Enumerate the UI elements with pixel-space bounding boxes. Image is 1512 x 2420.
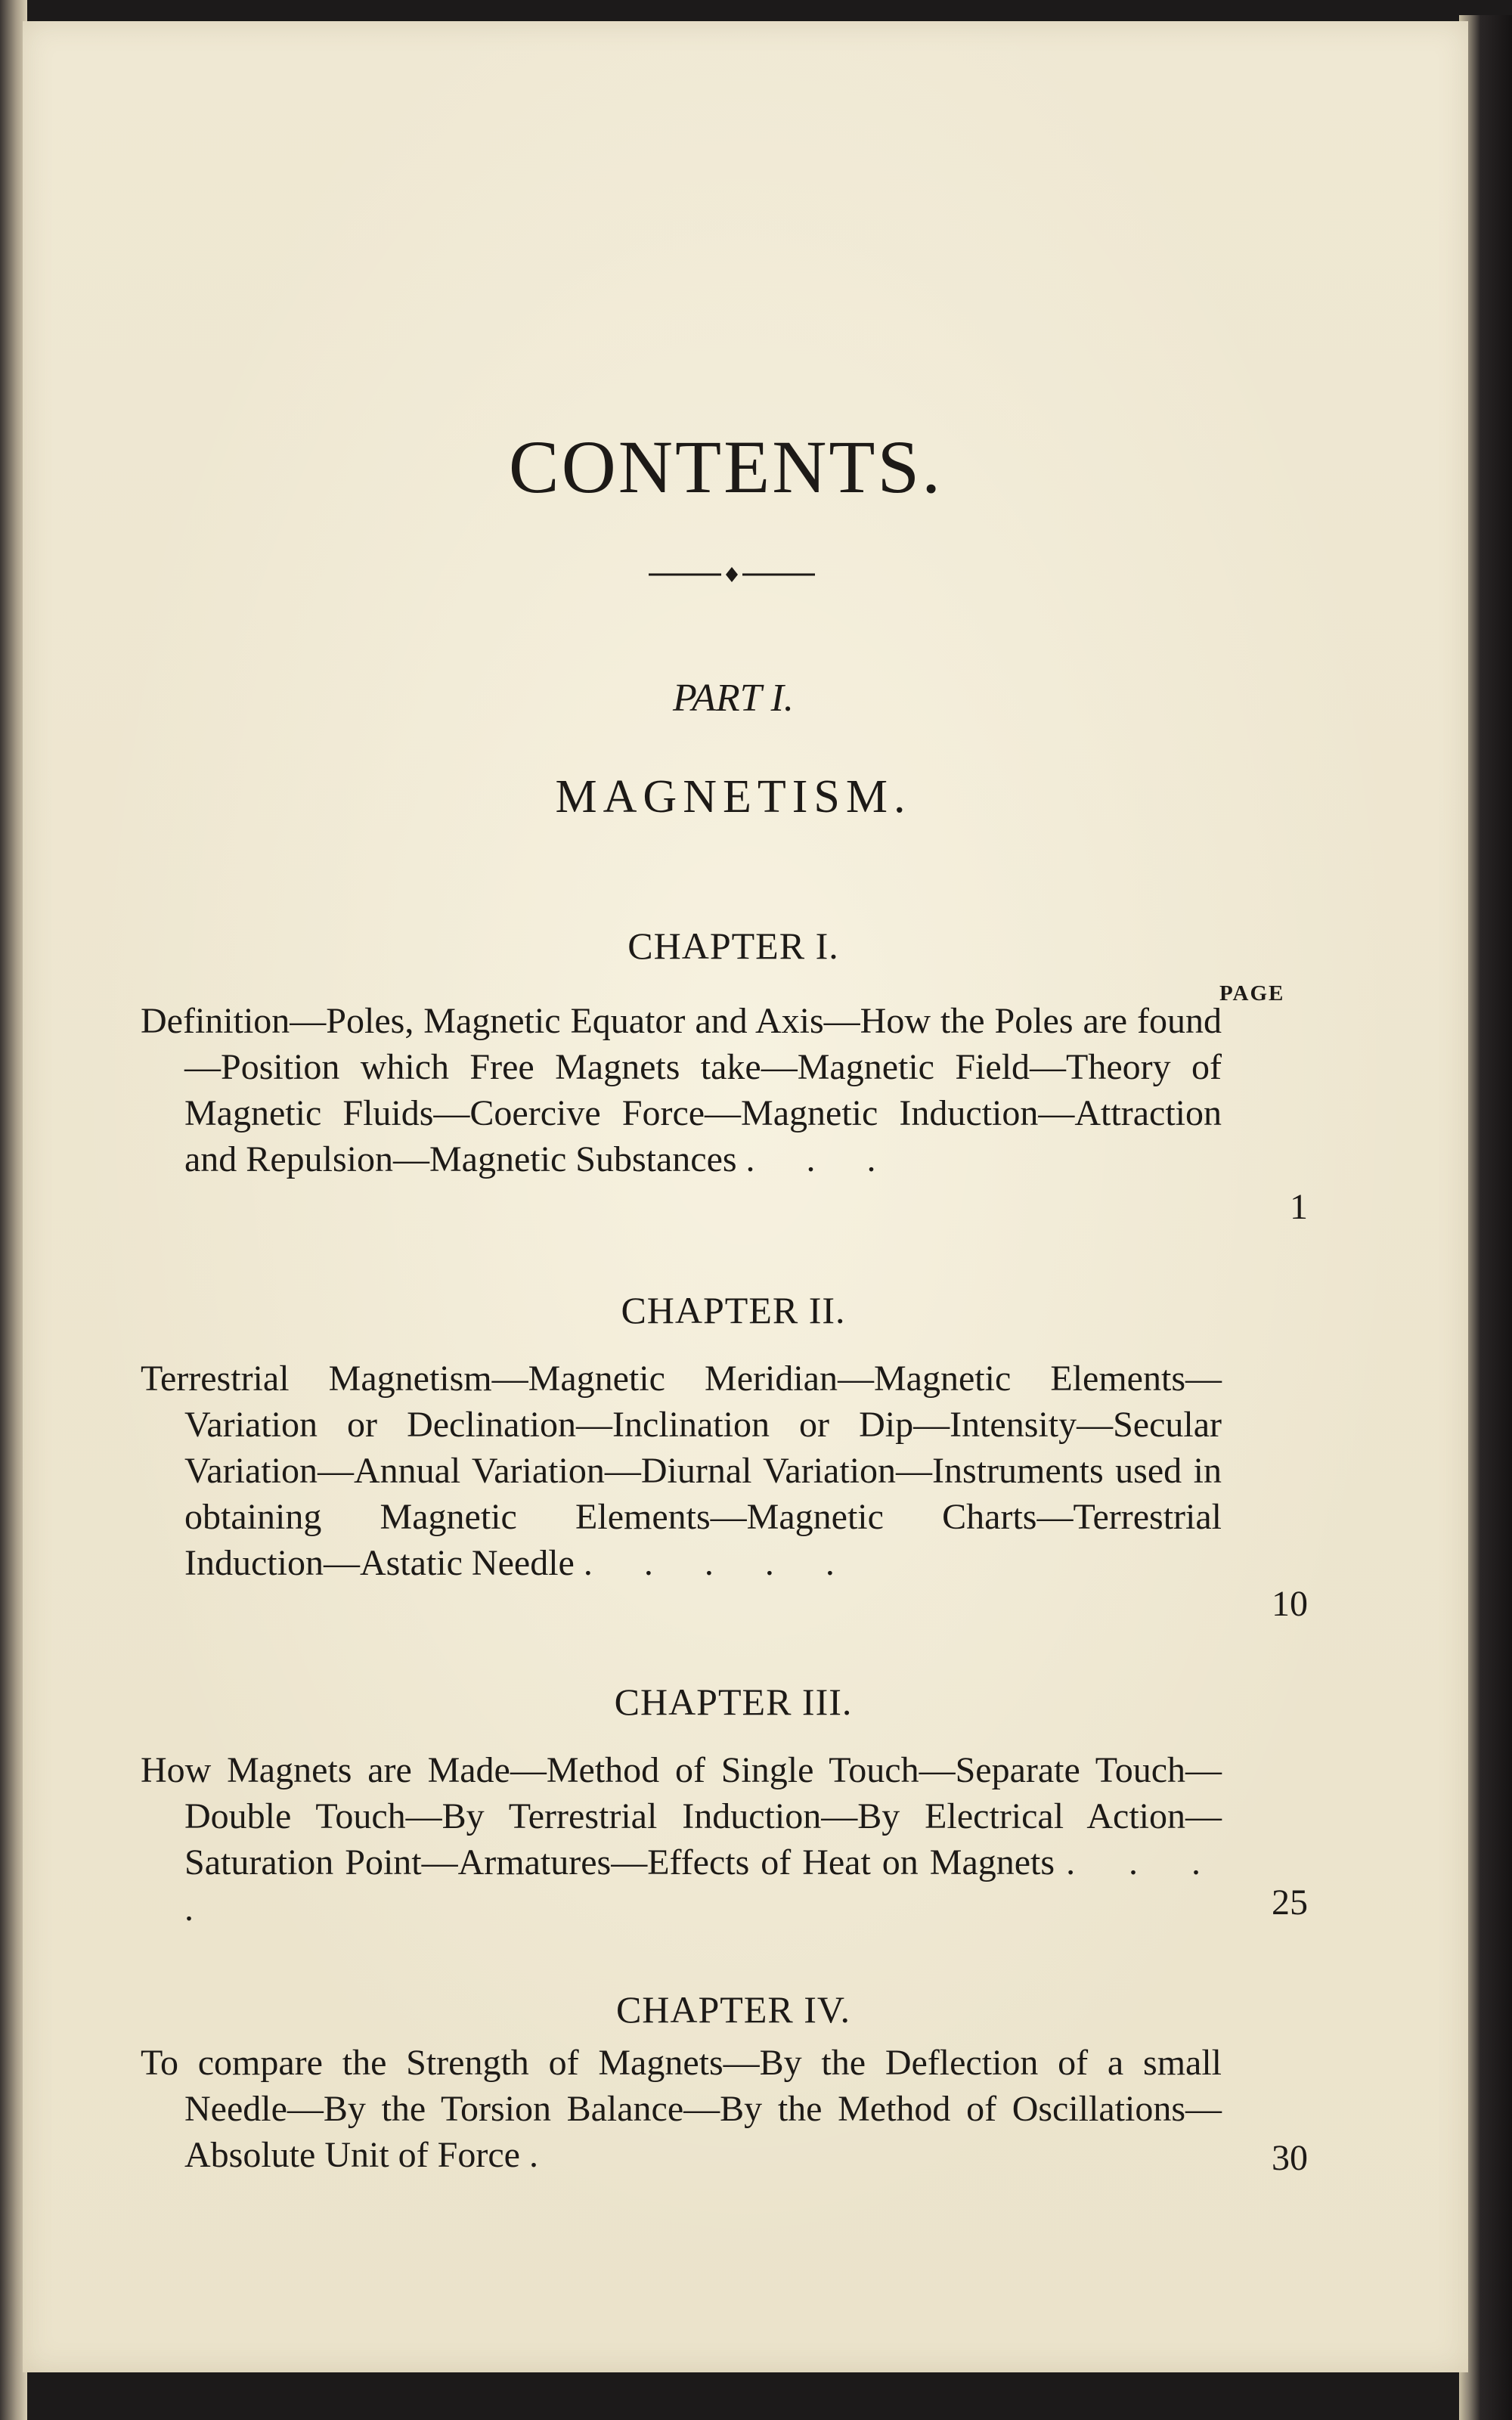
page-title: CONTENTS. [508,425,943,509]
ornamental-rule [649,565,815,584]
part-label: PART I. [673,677,794,720]
page-column-label: PAGE [1219,981,1285,1005]
chapter-summary [141,1356,1222,1586]
page-number: 30 [1272,2138,1308,2178]
chapter-summary-text: Definition—Poles, Magnetic Equator and Axis—How the Poles are found—Position which Free Magnets take—Magnetic Field—Theory of Magnetic Fluids—Coercive Force—Magnetic Induction—Attraction and Repulsion—Magnetic Substances [141,1001,1222,1179]
chapter-summary-text: How Magnets are Made—Method of Single Touch—Separate Touch—Double Touch—By Terrestrial Induction—By Electrical Action—Saturation Point—Armatures—Effects of Heat on Magnets [141,1750,1222,1882]
dot-leaders: . . . . . [583,1543,856,1583]
chapter-summary-text: To compare the Strength of Magnets—By the Deflection of a small Needle—By the Torsion Balance—By the Method of Oscillations—Absolute Unit of Force [141,2043,1222,2175]
part-title: MAGNETISM. [555,771,912,823]
chapter-summary [141,2040,1222,2178]
dot-leaders: . . . . [184,1842,1222,1929]
chapter-summary [141,998,1222,1182]
dot-leaders: . . . [745,1139,897,1179]
page-number: 10 [1272,1584,1308,1624]
chapter-heading: CHAPTER III. [614,1681,853,1723]
chapter-summary-text: Terrestrial Magnetism—Magnetic Meridian—Magnetic Elements—Variation or Declination—Inclination or Dip—Intensity—Secular Variation—Annual Variation—Diurnal Variation—Instruments used in obtaining Magnetic Elements—Magnetic Charts—Terrestrial Induction—Astatic Needle [141,1359,1222,1583]
chapter-heading: CHAPTER I. [627,925,839,967]
book-page [23,21,1468,2372]
page-number: 1 [1290,1187,1308,1227]
dot-leaders: . [528,2135,559,2175]
page-number: 25 [1272,1882,1308,1923]
chapter-heading: CHAPTER IV. [615,1988,851,2031]
chapter-heading: CHAPTER II. [621,1289,846,1331]
chapter-summary [141,1747,1222,1932]
